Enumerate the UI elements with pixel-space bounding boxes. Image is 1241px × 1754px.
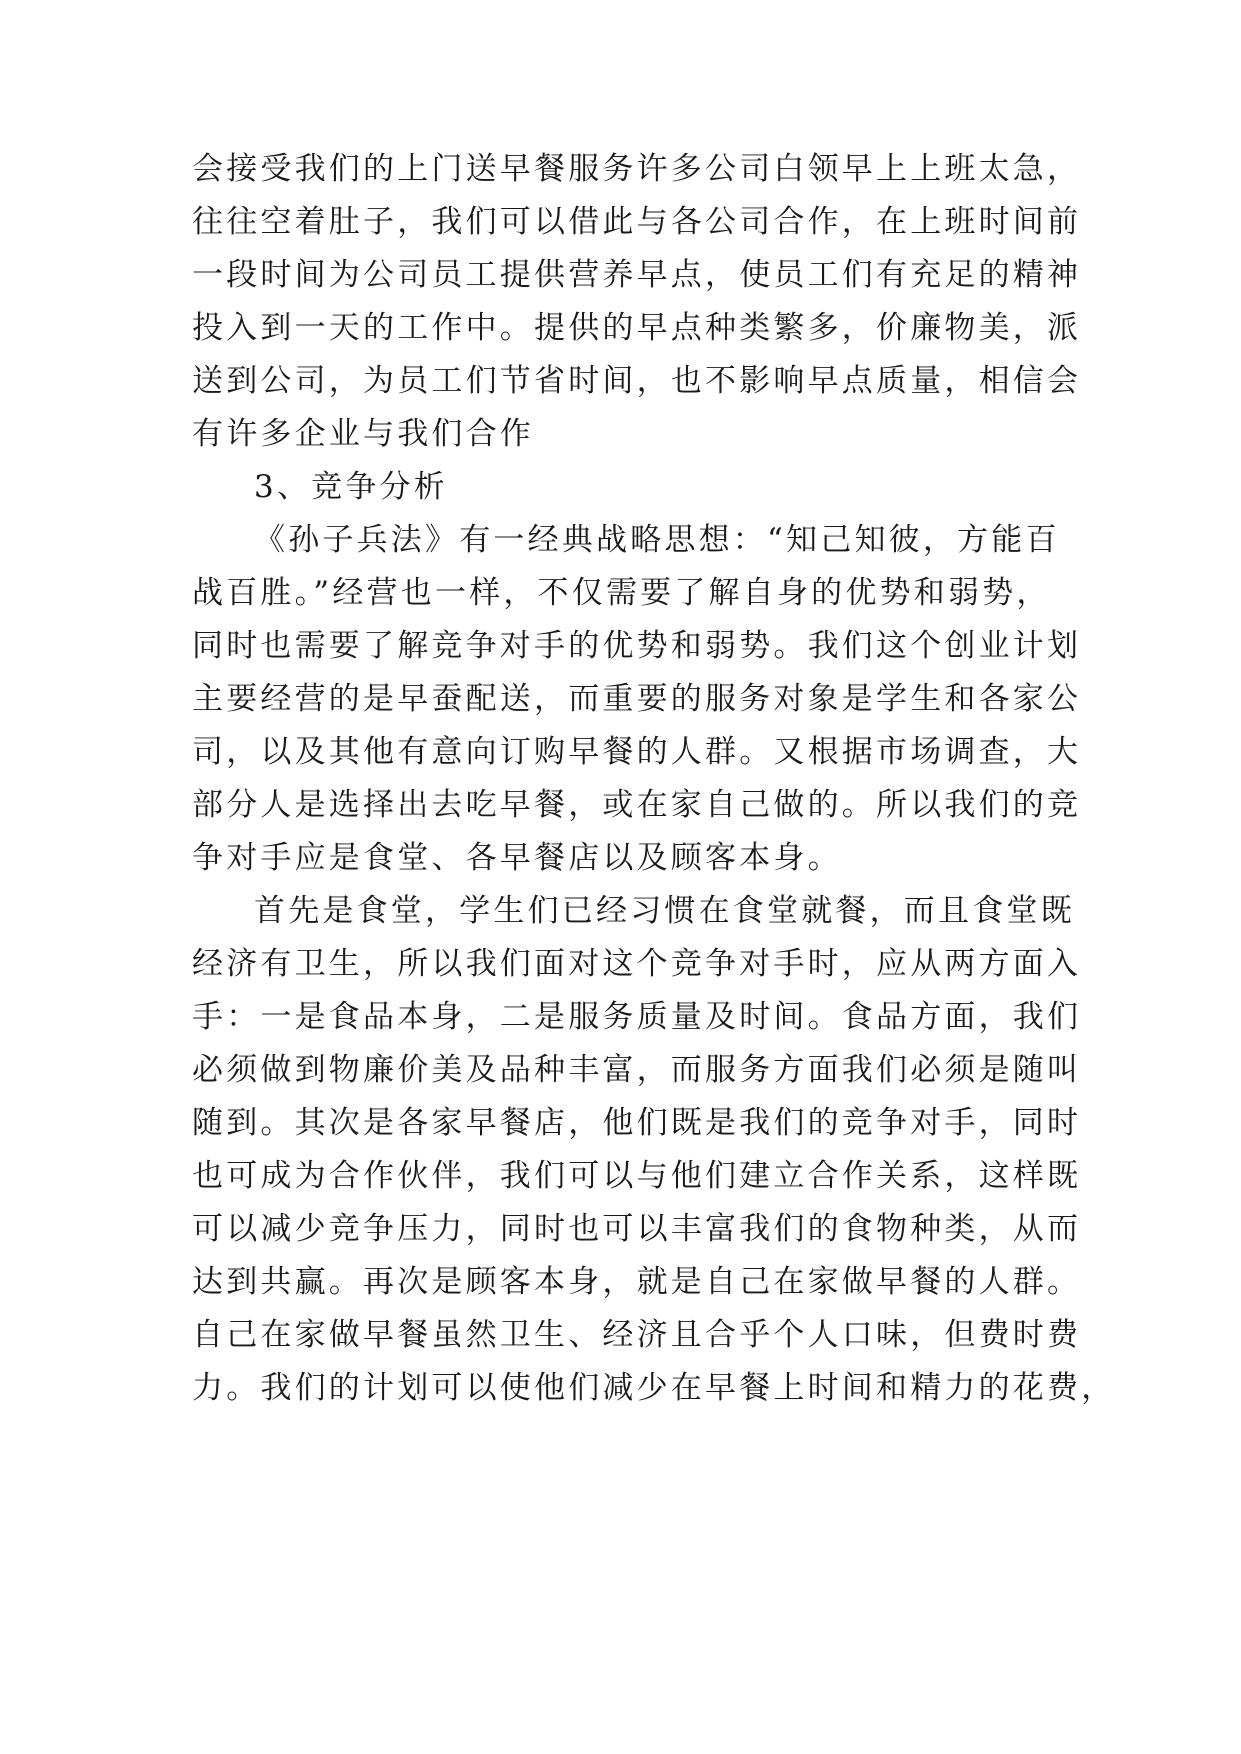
body-line-12: 司，以及其他有意向订购早餐的人群。又根据市场调查，大 bbox=[192, 734, 1082, 770]
body-line-16: 经济有卫生，所以我们面对这个竞争对手时，应从两方面入 bbox=[192, 946, 1082, 982]
body-line-20: 也可成为合作伙伴，我们可以与他们建立合作关系，这样既 bbox=[192, 1158, 1082, 1194]
body-line-23: 自己在家做早餐虽然卫生、经济且合乎个人口味，但费时费 bbox=[192, 1317, 1082, 1353]
body-line-22: 达到共赢。再次是顾客本身，就是自己在家做早餐的人群。 bbox=[192, 1264, 1082, 1300]
body-line-6: 有许多企业与我们合作 bbox=[192, 416, 534, 452]
body-line-10: 同时也需要了解竞争对手的优势和弱势。我们这个创业计划 bbox=[192, 628, 1082, 664]
body-line-5: 送到公司，为员工们节省时间，也不影响早点质量，相信会 bbox=[192, 363, 1082, 399]
body-line-17: 手：一是食品本身，二是服务质量及时间。食品方面，我们 bbox=[192, 999, 1082, 1035]
body-line-3: 一段时间为公司员工提供营养早点，使员工们有充足的精神 bbox=[192, 257, 1082, 293]
body-line-11: 主要经营的是早蚕配送，而重要的服务对象是学生和各家公 bbox=[192, 681, 1082, 717]
section-heading: 3、竞争分析 bbox=[254, 469, 448, 505]
body-line-9: 战百胜。”经营也一样，不仅需要了解自身的优势和弱势， bbox=[192, 575, 1051, 611]
body-line-24: 力。我们的计划可以使他们减少在早餐上时间和精力的花费， bbox=[192, 1370, 1116, 1406]
body-line-4: 投入到一天的工作中。提供的早点种类繁多，价廉物美，派 bbox=[192, 310, 1082, 346]
body-line-19: 随到。其次是各家早餐店，他们既是我们的竞争对手，同时 bbox=[192, 1105, 1082, 1141]
body-line-8: 《孙子兵法》有一经典战略思想：“知己知彼，方能百 bbox=[254, 522, 1060, 558]
body-line-13: 部分人是选择出去吃早餐，或在家自己做的。所以我们的竞 bbox=[192, 787, 1082, 823]
body-line-14: 争对手应是食堂、各早餐店以及顾客本身。 bbox=[192, 840, 842, 876]
body-line-1: 会接受我们的上门送早餐服务许多公司白领早上上班太急， bbox=[192, 151, 1082, 187]
body-line-18: 必须做到物廉价美及品种丰富，而服务方面我们必须是随叫 bbox=[192, 1052, 1082, 1088]
body-line-21: 可以减少竞争压力，同时也可以丰富我们的食物种类，从而 bbox=[192, 1211, 1082, 1247]
body-line-2: 往往空着肚子，我们可以借此与各公司合作，在上班时间前 bbox=[192, 204, 1082, 240]
body-line-15: 首先是食堂，学生们已经习惯在食堂就餐，而且食堂既 bbox=[254, 893, 1075, 929]
